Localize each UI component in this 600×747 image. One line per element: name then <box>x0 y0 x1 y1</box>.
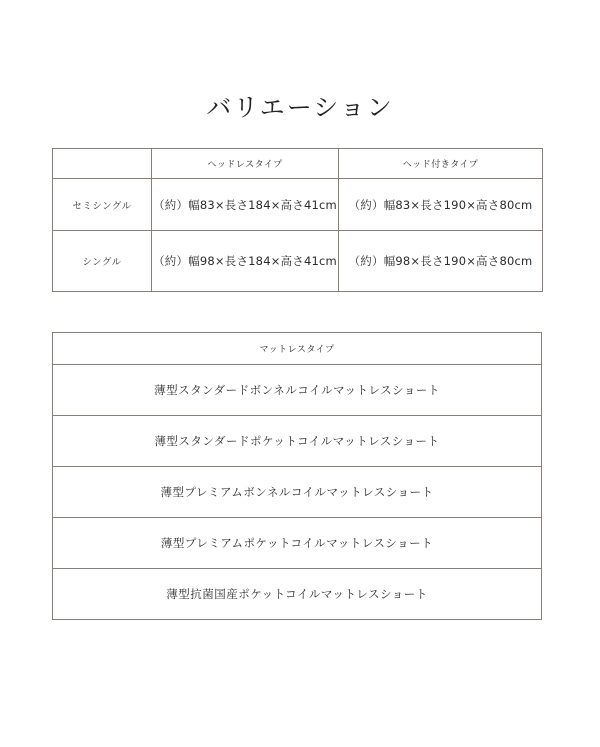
table-row <box>53 569 542 620</box>
table-row <box>53 365 542 416</box>
table-header-row <box>53 149 543 179</box>
table-row <box>53 179 543 231</box>
table-row <box>53 231 543 292</box>
mattress-item: 薄型スタンダードポケットコイルマットレスショート <box>53 416 542 467</box>
header-mattress-type: マットレスタイプ <box>53 333 542 365</box>
page-title: バリエーション <box>206 93 394 122</box>
mattress-item: 薄型スタンダードボンネルコイルマットレスショート <box>53 365 542 416</box>
table-row <box>53 467 542 518</box>
table-row <box>53 416 542 467</box>
header-cell-empty <box>53 149 152 179</box>
mattress-item: 薄型プレミアムボンネルコイルマットレスショート <box>53 467 542 518</box>
dimension-cell: （約）幅83×長さ190×高さ80cm <box>339 179 543 231</box>
mattress-type-table <box>52 332 542 620</box>
dimension-cell: （約）幅98×長さ184×高さ41cm <box>152 231 339 292</box>
mattress-item: 薄型抗菌国産ポケットコイルマットレスショート <box>53 569 542 620</box>
table-row <box>53 518 542 569</box>
dimension-cell: （約）幅83×長さ184×高さ41cm <box>152 179 339 231</box>
header-headless-type: ヘッドレスタイプ <box>152 149 339 179</box>
dimension-cell: （約）幅98×長さ190×高さ80cm <box>339 231 543 292</box>
row-label-single: シングル <box>53 231 152 292</box>
mattress-item: 薄型プレミアムポケットコイルマットレスショート <box>53 518 542 569</box>
table-header-row <box>53 333 542 365</box>
header-with-head-type: ヘッド付きタイプ <box>339 149 543 179</box>
size-variation-table <box>52 148 543 292</box>
row-label-semi-single: セミシングル <box>53 179 152 231</box>
